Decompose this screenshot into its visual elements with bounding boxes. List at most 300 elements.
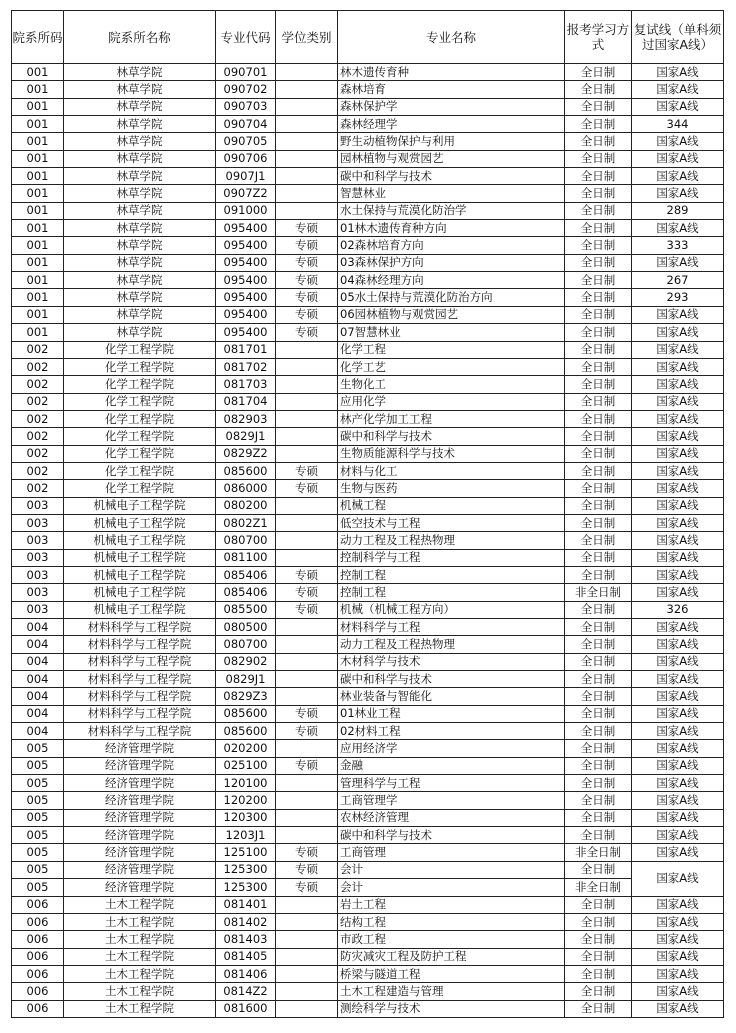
cell-major-name: 岩土工程 [338, 896, 565, 913]
cell-degree-type [276, 671, 338, 688]
cell-study-mode: 全日制 [565, 1000, 632, 1017]
cell-dept-name: 材料科学与工程学院 [64, 705, 216, 722]
cell-dept-name: 化学工程学院 [64, 480, 216, 497]
cell-major-name: 05水土保持与荒漠化防治方向 [338, 289, 565, 306]
cell-degree-type [276, 896, 338, 913]
cell-degree-type [276, 931, 338, 948]
cell-dept-code: 001 [12, 168, 64, 185]
table-row [12, 220, 724, 237]
cell-degree-type [276, 376, 338, 393]
cell-study-mode: 全日制 [565, 705, 632, 722]
cell-major-code: 085406 [216, 584, 276, 601]
cell-dept-code: 003 [12, 549, 64, 566]
table-row [12, 168, 724, 185]
cell-degree-type: 专硕 [276, 480, 338, 497]
cell-dept-name: 材料科学与工程学院 [64, 688, 216, 705]
cell-dept-code: 001 [12, 150, 64, 167]
cell-dept-code: 005 [12, 827, 64, 844]
cell-dept-name: 材料科学与工程学院 [64, 653, 216, 670]
cell-degree-type [276, 185, 338, 202]
cell-degree-type: 专硕 [276, 254, 338, 271]
cell-retest-score: 国家A线 [632, 306, 724, 323]
cell-dept-name: 林草学院 [64, 202, 216, 219]
cell-retest-score: 289 [632, 202, 724, 219]
cell-retest-score: 国家A线 [632, 723, 724, 740]
cell-major-name: 碳中和科学与技术 [338, 168, 565, 185]
table-row [12, 636, 724, 653]
cell-degree-type [276, 428, 338, 445]
admission-score-table [11, 10, 724, 1018]
cell-retest-score: 国家A线 [632, 688, 724, 705]
cell-study-mode: 全日制 [565, 549, 632, 566]
cell-dept-name: 经济管理学院 [64, 740, 216, 757]
cell-major-name: 材料科学与工程 [338, 619, 565, 636]
cell-degree-type: 专硕 [276, 601, 338, 618]
cell-dept-code: 006 [12, 965, 64, 982]
table-row [12, 861, 724, 878]
cell-study-mode: 全日制 [565, 306, 632, 323]
cell-major-name: 市政工程 [338, 931, 565, 948]
cell-study-mode: 全日制 [565, 983, 632, 1000]
cell-study-mode: 全日制 [565, 376, 632, 393]
table-row [12, 98, 724, 115]
cell-major-name: 机械（机械工程方向） [338, 601, 565, 618]
cell-major-code: 125300 [216, 879, 276, 896]
cell-major-code: 095400 [216, 254, 276, 271]
cell-retest-score: 国家A线 [632, 220, 724, 237]
cell-major-code: 0829Z2 [216, 445, 276, 462]
cell-major-code: 081704 [216, 393, 276, 410]
cell-dept-code: 003 [12, 566, 64, 583]
cell-retest-score: 国家A线 [632, 133, 724, 150]
cell-study-mode: 全日制 [565, 150, 632, 167]
cell-dept-code: 001 [12, 133, 64, 150]
cell-retest-score: 293 [632, 289, 724, 306]
cell-study-mode: 非全日制 [565, 879, 632, 896]
cell-dept-name: 林草学院 [64, 254, 216, 271]
cell-dept-name: 林草学院 [64, 64, 216, 81]
cell-retest-score: 国家A线 [632, 948, 724, 965]
cell-dept-code: 004 [12, 723, 64, 740]
cell-retest-score: 344 [632, 116, 724, 133]
cell-major-code: 125100 [216, 844, 276, 861]
cell-study-mode: 全日制 [565, 723, 632, 740]
cell-study-mode: 全日制 [565, 653, 632, 670]
cell-degree-type: 专硕 [276, 705, 338, 722]
cell-retest-score: 国家A线 [632, 827, 724, 844]
cell-major-code: 120300 [216, 809, 276, 826]
cell-study-mode: 全日制 [565, 81, 632, 98]
cell-degree-type [276, 116, 338, 133]
cell-dept-name: 林草学院 [64, 185, 216, 202]
cell-dept-code: 001 [12, 237, 64, 254]
cell-dept-name: 化学工程学院 [64, 428, 216, 445]
cell-major-code: 082903 [216, 410, 276, 427]
header-retest-score: 复试线（单科须过国家A线） [632, 11, 724, 64]
cell-degree-type [276, 532, 338, 549]
table-row [12, 445, 724, 462]
table-row [12, 358, 724, 375]
cell-major-code: 080700 [216, 636, 276, 653]
cell-degree-type [276, 775, 338, 792]
cell-study-mode: 全日制 [565, 740, 632, 757]
cell-dept-name: 经济管理学院 [64, 844, 216, 861]
cell-major-name: 森林经理学 [338, 116, 565, 133]
header-dept-code: 院系所码 [12, 11, 64, 64]
cell-study-mode: 全日制 [565, 393, 632, 410]
cell-degree-type [276, 827, 338, 844]
cell-major-name: 生物与医药 [338, 480, 565, 497]
table-row [12, 757, 724, 774]
cell-study-mode: 全日制 [565, 514, 632, 531]
cell-major-code: 025100 [216, 757, 276, 774]
cell-dept-code: 002 [12, 462, 64, 479]
cell-major-name: 木材科学与技术 [338, 653, 565, 670]
cell-degree-type [276, 636, 338, 653]
cell-study-mode: 全日制 [565, 202, 632, 219]
cell-major-name: 控制工程 [338, 566, 565, 583]
cell-major-name: 生物质能源科学与技术 [338, 445, 565, 462]
table-row [12, 965, 724, 982]
cell-dept-code: 004 [12, 653, 64, 670]
cell-study-mode: 全日制 [565, 445, 632, 462]
cell-degree-type: 专硕 [276, 272, 338, 289]
cell-major-name: 控制科学与工程 [338, 549, 565, 566]
cell-major-code: 081403 [216, 931, 276, 948]
cell-major-code: 120100 [216, 775, 276, 792]
cell-dept-code: 001 [12, 254, 64, 271]
cell-dept-code: 006 [12, 983, 64, 1000]
cell-study-mode: 全日制 [565, 861, 632, 878]
cell-retest-score: 国家A线 [632, 931, 724, 948]
cell-dept-name: 土木工程学院 [64, 931, 216, 948]
cell-dept-name: 化学工程学院 [64, 445, 216, 462]
cell-major-name: 材料与化工 [338, 462, 565, 479]
cell-major-code: 095400 [216, 289, 276, 306]
cell-dept-code: 005 [12, 740, 64, 757]
cell-dept-name: 土木工程学院 [64, 896, 216, 913]
cell-retest-score: 国家A线 [632, 358, 724, 375]
cell-dept-name: 化学工程学院 [64, 376, 216, 393]
cell-retest-score: 国家A线 [632, 480, 724, 497]
table-row [12, 341, 724, 358]
cell-major-code: 086000 [216, 480, 276, 497]
cell-retest-score: 国家A线 [632, 532, 724, 549]
cell-degree-type [276, 150, 338, 167]
cell-dept-code: 004 [12, 636, 64, 653]
cell-degree-type [276, 1000, 338, 1017]
cell-study-mode: 全日制 [565, 324, 632, 341]
cell-retest-score: 国家A线 [632, 1000, 724, 1017]
cell-study-mode: 全日制 [565, 566, 632, 583]
cell-dept-name: 林草学院 [64, 237, 216, 254]
table-row [12, 202, 724, 219]
cell-dept-name: 经济管理学院 [64, 757, 216, 774]
cell-retest-score: 国家A线 [632, 775, 724, 792]
cell-dept-code: 001 [12, 272, 64, 289]
cell-retest-score: 国家A线 [632, 410, 724, 427]
table-row [12, 237, 724, 254]
cell-major-name: 林业装备与智能化 [338, 688, 565, 705]
cell-major-code: 081703 [216, 376, 276, 393]
cell-study-mode: 全日制 [565, 827, 632, 844]
cell-study-mode: 全日制 [565, 965, 632, 982]
cell-major-name: 应用化学 [338, 393, 565, 410]
cell-retest-score: 国家A线 [632, 150, 724, 167]
cell-major-name: 结构工程 [338, 913, 565, 930]
cell-major-code: 125300 [216, 861, 276, 878]
cell-major-name: 管理科学与工程 [338, 775, 565, 792]
cell-dept-name: 林草学院 [64, 133, 216, 150]
cell-dept-code: 005 [12, 844, 64, 861]
cell-major-name: 工商管理 [338, 844, 565, 861]
table-row [12, 185, 724, 202]
cell-retest-score: 国家A线 [632, 64, 724, 81]
cell-degree-type: 专硕 [276, 289, 338, 306]
cell-dept-name: 材料科学与工程学院 [64, 723, 216, 740]
cell-retest-score: 国家A线 [632, 98, 724, 115]
cell-major-code: 095400 [216, 237, 276, 254]
table-row [12, 428, 724, 445]
cell-retest-score: 国家A线 [632, 566, 724, 583]
table-row [12, 133, 724, 150]
cell-major-name: 碳中和科学与技术 [338, 671, 565, 688]
table-row [12, 827, 724, 844]
cell-retest-score: 326 [632, 601, 724, 618]
cell-study-mode: 全日制 [565, 116, 632, 133]
cell-dept-name: 机械电子工程学院 [64, 549, 216, 566]
cell-dept-name: 经济管理学院 [64, 879, 216, 896]
cell-dept-name: 化学工程学院 [64, 393, 216, 410]
cell-study-mode: 全日制 [565, 428, 632, 445]
cell-degree-type [276, 948, 338, 965]
cell-dept-name: 材料科学与工程学院 [64, 636, 216, 653]
cell-retest-score: 267 [632, 272, 724, 289]
cell-dept-code: 004 [12, 619, 64, 636]
cell-study-mode: 全日制 [565, 775, 632, 792]
table-row [12, 150, 724, 167]
cell-dept-code: 002 [12, 358, 64, 375]
cell-major-code: 0907J1 [216, 168, 276, 185]
cell-retest-score: 国家A线 [632, 185, 724, 202]
cell-major-name: 土木工程建造与管理 [338, 983, 565, 1000]
cell-major-code: 1203J1 [216, 827, 276, 844]
cell-dept-name: 林草学院 [64, 220, 216, 237]
cell-retest-score: 国家A线 [632, 619, 724, 636]
table-row [12, 671, 724, 688]
cell-dept-code: 001 [12, 116, 64, 133]
cell-retest-score: 333 [632, 237, 724, 254]
cell-study-mode: 全日制 [565, 64, 632, 81]
cell-dept-name: 林草学院 [64, 98, 216, 115]
cell-major-name: 野生动植物保护与利用 [338, 133, 565, 150]
cell-major-code: 095400 [216, 220, 276, 237]
cell-retest-score: 国家A线 [632, 861, 724, 896]
cell-major-name: 动力工程及工程热物理 [338, 636, 565, 653]
cell-degree-type [276, 549, 338, 566]
cell-dept-name: 机械电子工程学院 [64, 514, 216, 531]
cell-major-name: 农林经济管理 [338, 809, 565, 826]
cell-major-code: 080500 [216, 619, 276, 636]
cell-dept-code: 006 [12, 913, 64, 930]
cell-degree-type [276, 619, 338, 636]
cell-degree-type: 专硕 [276, 220, 338, 237]
cell-study-mode: 全日制 [565, 896, 632, 913]
cell-dept-code: 005 [12, 861, 64, 878]
cell-dept-name: 经济管理学院 [64, 809, 216, 826]
cell-dept-code: 001 [12, 289, 64, 306]
cell-dept-code: 001 [12, 306, 64, 323]
cell-major-name: 智慧林业 [338, 185, 565, 202]
cell-major-code: 090703 [216, 98, 276, 115]
cell-retest-score: 国家A线 [632, 445, 724, 462]
cell-retest-score: 国家A线 [632, 809, 724, 826]
cell-degree-type [276, 393, 338, 410]
cell-degree-type [276, 740, 338, 757]
cell-dept-code: 005 [12, 879, 64, 896]
cell-dept-code: 005 [12, 809, 64, 826]
cell-dept-name: 机械电子工程学院 [64, 601, 216, 618]
cell-study-mode: 全日制 [565, 133, 632, 150]
table-row [12, 324, 724, 341]
table-row [12, 566, 724, 583]
cell-degree-type: 专硕 [276, 237, 338, 254]
cell-major-code: 090702 [216, 81, 276, 98]
table-row [12, 792, 724, 809]
cell-study-mode: 全日制 [565, 636, 632, 653]
cell-study-mode: 全日制 [565, 341, 632, 358]
cell-degree-type [276, 983, 338, 1000]
cell-major-code: 095400 [216, 324, 276, 341]
table-row [12, 254, 724, 271]
cell-retest-score: 国家A线 [632, 844, 724, 861]
cell-retest-score: 国家A线 [632, 705, 724, 722]
cell-retest-score: 国家A线 [632, 584, 724, 601]
table-row [12, 601, 724, 618]
table-row [12, 410, 724, 427]
cell-degree-type [276, 64, 338, 81]
cell-major-code: 091000 [216, 202, 276, 219]
cell-major-code: 085500 [216, 601, 276, 618]
table-row [12, 393, 724, 410]
cell-dept-name: 土木工程学院 [64, 965, 216, 982]
cell-dept-code: 002 [12, 376, 64, 393]
cell-major-name: 03森林保护方向 [338, 254, 565, 271]
cell-retest-score: 国家A线 [632, 965, 724, 982]
cell-major-name: 06园林植物与观赏园艺 [338, 306, 565, 323]
table-row [12, 514, 724, 531]
cell-dept-name: 机械电子工程学院 [64, 497, 216, 514]
cell-dept-code: 001 [12, 81, 64, 98]
cell-retest-score: 国家A线 [632, 983, 724, 1000]
header-study-mode: 报考学习方式 [565, 11, 632, 64]
cell-dept-name: 土木工程学院 [64, 1000, 216, 1017]
cell-major-code: 081702 [216, 358, 276, 375]
cell-degree-type [276, 965, 338, 982]
cell-retest-score: 国家A线 [632, 671, 724, 688]
cell-retest-score: 国家A线 [632, 549, 724, 566]
cell-major-name: 01林木遗传育种方向 [338, 220, 565, 237]
cell-major-code: 0829J1 [216, 671, 276, 688]
cell-dept-name: 材料科学与工程学院 [64, 671, 216, 688]
cell-major-name: 森林保护学 [338, 98, 565, 115]
table-row [12, 931, 724, 948]
cell-study-mode: 全日制 [565, 168, 632, 185]
table-row [12, 64, 724, 81]
cell-degree-type [276, 81, 338, 98]
cell-major-code: 095400 [216, 272, 276, 289]
cell-major-name: 会计 [338, 879, 565, 896]
cell-dept-name: 林草学院 [64, 116, 216, 133]
cell-retest-score: 国家A线 [632, 376, 724, 393]
cell-degree-type [276, 792, 338, 809]
cell-major-name: 森林培育 [338, 81, 565, 98]
cell-dept-code: 005 [12, 792, 64, 809]
cell-study-mode: 全日制 [565, 185, 632, 202]
cell-major-code: 0829Z3 [216, 688, 276, 705]
table-row [12, 306, 724, 323]
cell-dept-name: 化学工程学院 [64, 358, 216, 375]
cell-major-code: 090706 [216, 150, 276, 167]
table-row [12, 376, 724, 393]
cell-degree-type: 专硕 [276, 861, 338, 878]
cell-degree-type [276, 358, 338, 375]
cell-major-code: 090701 [216, 64, 276, 81]
table-row [12, 1000, 724, 1017]
cell-retest-score: 国家A线 [632, 341, 724, 358]
table-row [12, 462, 724, 479]
cell-retest-score: 国家A线 [632, 428, 724, 445]
cell-dept-name: 土木工程学院 [64, 983, 216, 1000]
table-row [12, 879, 724, 896]
cell-major-code: 081600 [216, 1000, 276, 1017]
table-row [12, 272, 724, 289]
cell-degree-type [276, 341, 338, 358]
cell-dept-name: 化学工程学院 [64, 462, 216, 479]
cell-study-mode: 全日制 [565, 410, 632, 427]
cell-major-code: 081406 [216, 965, 276, 982]
cell-dept-name: 土木工程学院 [64, 913, 216, 930]
cell-major-name: 应用经济学 [338, 740, 565, 757]
cell-major-code: 020200 [216, 740, 276, 757]
cell-major-name: 化学工艺 [338, 358, 565, 375]
cell-dept-code: 005 [12, 775, 64, 792]
cell-dept-name: 林草学院 [64, 168, 216, 185]
cell-major-code: 085600 [216, 462, 276, 479]
table-row [12, 289, 724, 306]
cell-dept-code: 003 [12, 514, 64, 531]
table-row [12, 480, 724, 497]
cell-retest-score: 国家A线 [632, 757, 724, 774]
cell-major-code: 081405 [216, 948, 276, 965]
table-row [12, 81, 724, 98]
cell-major-name: 04森林经理方向 [338, 272, 565, 289]
cell-major-name: 林产化学加工工程 [338, 410, 565, 427]
table-row [12, 653, 724, 670]
table-row [12, 775, 724, 792]
cell-study-mode: 全日制 [565, 601, 632, 618]
cell-degree-type [276, 913, 338, 930]
cell-major-code: 085406 [216, 566, 276, 583]
cell-dept-code: 002 [12, 445, 64, 462]
cell-dept-name: 材料科学与工程学院 [64, 619, 216, 636]
cell-major-code: 082902 [216, 653, 276, 670]
cell-study-mode: 全日制 [565, 913, 632, 930]
cell-degree-type [276, 133, 338, 150]
cell-dept-code: 006 [12, 948, 64, 965]
cell-dept-code: 003 [12, 584, 64, 601]
cell-study-mode: 全日制 [565, 931, 632, 948]
